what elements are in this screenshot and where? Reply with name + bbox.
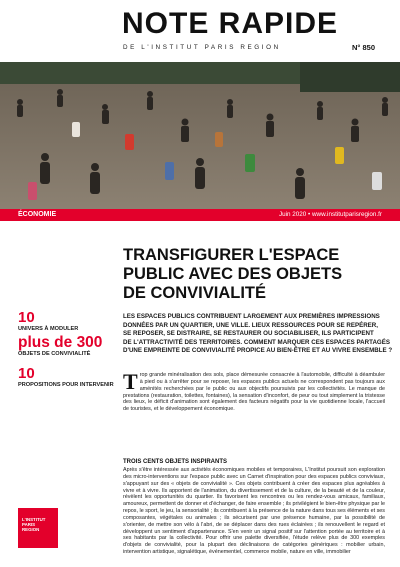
logo-line: L'INSTITUT xyxy=(22,517,46,522)
issue-number: N° 850 xyxy=(352,43,376,52)
lead-line: DE L'ATTRACTIVITÉ DES TERRITOIRES. COMMENT MARQUER CES ESPACES PARTAGÉS xyxy=(123,338,390,346)
key-figure-value: 10 xyxy=(18,365,35,382)
key-figure xyxy=(18,366,118,388)
headline-line: PUBLIC AVEC DES OBJETS xyxy=(123,265,343,283)
section-label: ÉCONOMIE xyxy=(18,211,57,218)
key-figure-value: 10 xyxy=(18,309,35,326)
key-figure-label: OBJETS DE CONVIVIALITÉ xyxy=(18,351,91,357)
key-figure xyxy=(18,335,118,357)
key-figure-label: UNIVERS À MODULER xyxy=(18,326,79,332)
key-figure-label: PROPOSITIONS POUR INTERVENIR xyxy=(18,382,114,388)
lead-line: LES ESPACES PUBLICS CONTRIBUENT LARGEMENT AUX PREMIÈRES IMPRESSIONS xyxy=(123,313,380,320)
lead-line: DONNÉES PAR UN QUARTIER, UNE VILLE. LIEUX RESSOURCES POUR SE REPÉRER, xyxy=(123,321,378,329)
key-figure-value: plus de 300 xyxy=(18,334,103,351)
crowd-photo xyxy=(0,62,400,209)
masthead xyxy=(0,0,400,62)
intro-text: rop grande minéralisation des sols, place démesurée consacrée à l'automobile, difficulté à déambuler à pied ou à s'arrêter pour se reposer, les espaces publics actuels ne correspondent pas toujours aux aménités recherchées par le public ou aux objectifs poursuivis par les collectivités. Le manque de prestations (restauration, toilettes, fontaines), la sensation d'inconfort, de peur ou tout simplement la tristesse des lieux, le déficit d'animation sont également des facteurs négatifs pour la vie quotidienne locale, l'accueil de touristes, et le développement économique. xyxy=(123,372,385,413)
section-subheading: TROIS CENTS OBJETS INSPIRANTS xyxy=(123,459,228,465)
drop-cap: T xyxy=(123,369,138,394)
institut-logo xyxy=(18,508,58,548)
body-paragraph: Après s'être intéressée aux activités économiques mobiles et temporaires, L'Institut poursuit son exploration des micro-interventions sur l'espace public avec un Carnet d'inspiration pour des espaces publics conviviaux, s'appuyant sur des « objets de convivialité ». Ces objets contribuent à créer des espaces plus agréables à vivre et à vivre. Ils apportent de l'animation, du divertissement et de la culture, de la beauté et de la couleur, révèlent les opportunités du quartier. Ils favorisent les rencontres ou les rendez-vous amicaux, familiaux, amoureux, permettent de donner et d'échanger, de faire ensemble ; ils privilégient le bien-être physique par le repos, le sport, le jeu, la sensorialité ; ils contribuent à la présence de la nature dans tous ses éléments et ses composantes, végétales ou animales ; ils sécurisent par une présence humaine, par la possibilité de s'orienter, de mettre son vélo à l'abri, de se déplacer dans des rues éclairées ; ils renouvellent le regard et développent un sentiment d'appartenance. S'en venir un signal positif sur l'attention portée au territoire et à ses habitants par la collectivité. Pour offrir une palette diversifiée, l'étude relève plus de 300 exemples d'objets de convivialité, pour la plupart des déclinaisons de catégories génériques : mobilier urbain, intervention artistique, signalétique, événementiel, commerce mobile, nature en ville, immobilier xyxy=(123,467,385,556)
key-figure xyxy=(18,310,118,332)
article-lead xyxy=(123,313,393,356)
headline-line: DE CONVIVIALITÉ xyxy=(123,284,267,302)
logo-line: PARIS xyxy=(22,522,36,528)
lead-line: SE REPOSER, SE DISTRAIRE, SE RESTAURER OU SOCIABILISER, ILS PARTICIPENT xyxy=(123,330,374,338)
publication-subtitle: DE L'INSTITUT PARIS REGION xyxy=(123,44,281,51)
publication-title: NOTE RAPIDE xyxy=(122,7,339,40)
headline-line: TRANSFIGURER L'ESPACE xyxy=(123,246,340,264)
lead-line: D'UNE EMPREINTE DE CONVIVIALITÉ PROPICE AU BIEN-ÊTRE ET AU VIVRE ENSEMBLE ? xyxy=(123,347,393,355)
article-headline xyxy=(123,246,383,303)
date-and-url: Juin 2020 • www.institutparisregion.fr xyxy=(278,211,382,218)
intro-paragraph xyxy=(123,369,385,413)
crowd-photo-illustration xyxy=(0,62,400,209)
logo-line: REGION xyxy=(22,527,40,533)
